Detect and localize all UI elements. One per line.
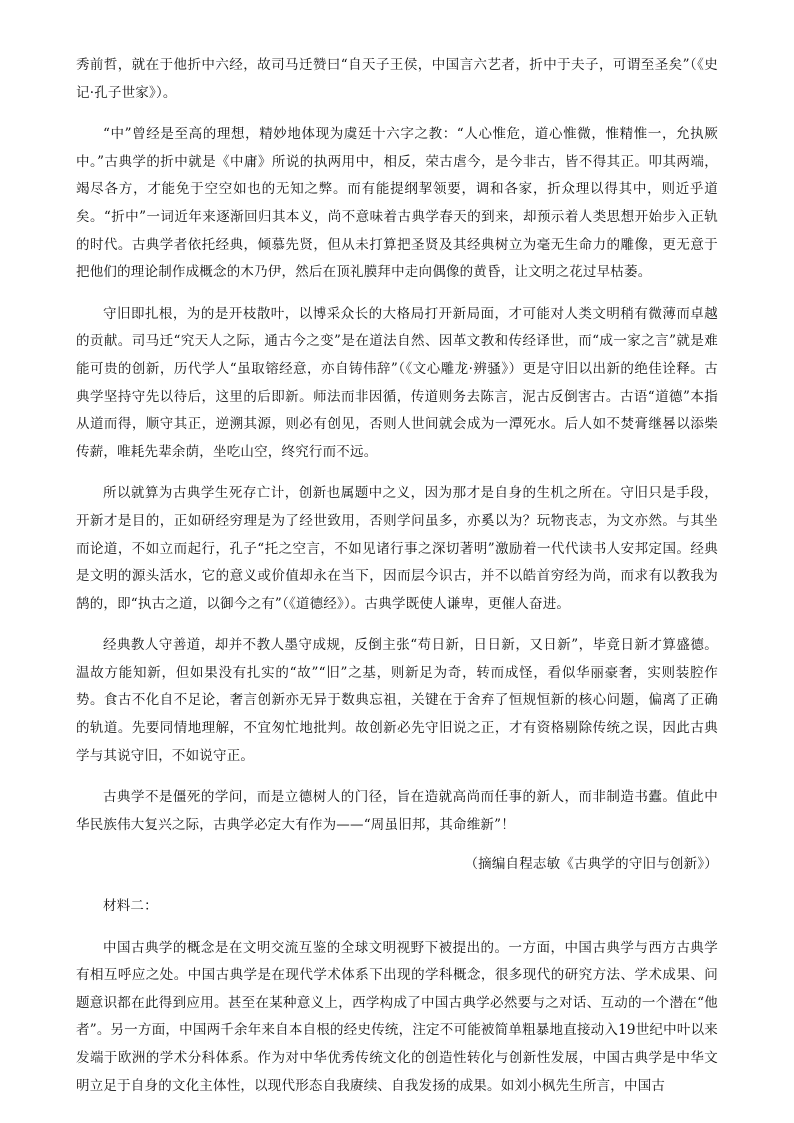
paragraph-innovation: 所以就算为古典学生死存亡计，创新也属题中之义，因为那才是自身的生机之所在。守旧只是手段，开新才是目的，正如研经穷理是为了经世致用，否则学问虽多，亦奚以为？玩物丧志，为文亦然。与其坐而论道，不如立而起行，孔子“托之空言，不如见诸行事之深切著明”激励着一代代读书人安邦定国。经典是文明的源头活水，它的意义或价值却永在当下，因而层今识古，并不以皓首穷经为尚，而求有以教我为鹄的，即“执古之道，以御今之有”（《道德经》）。古典学既使人谦卑，更催人奋进。 (76, 485, 718, 612)
section-paragraph: 中国古典学的概念是在文明交流互鉴的全球文明视野下被提出的。一方面，中国古典学与西方古典学有相互呼应之处。中国古典学是在现代学术体系下出现的学科概念，很多现代的研究方法、学术成果、问题意识都在此得到应用。甚至在某种意义上，西学构成了中国古典学必然要与之对话、互动的一个潜在“他者”。另一方面，中国两千余年来自本自根的经史传统，注定不可能被简单粗暴地直接动入19世纪中叶以来发端于欧洲的学术分科体系。作为对中华优秀传统文化的创造性转化与创新性发展，中国古典学是中华文明立足于自身的文化主体性，以现代形态自我赓续、自我发扬的成果。如刘小枫先生所言，中国古 (76, 939, 718, 1094)
section-label: 材料二： (103, 898, 158, 915)
source-attribution: （摘编自程志敏《古典学的守旧与创新》） (464, 856, 718, 873)
paragraph-zhong-ideal: “中”曾经是至高的理想，精妙地体现为虞廷十六字之教：“人心惟危，道心惟微，惟精惟一，允执厥中。”古典学的折中就是《中庸》所说的执两用中，相反，荣古虐今，是今非古，皆不得其正。叩其两端，竭尽各方，才能免于空空如也的无知之弊。而有能提纲挈领要，调和各家，折众理以得其中，则近乎道矣。“折中”一词近年来逐渐回归其本义，尚不意味着古典学春天的到来，却预示着人类思想开始步入正轨的时代。古典学者依托经典，倾慕先贤，但从未打算把圣贤及其经典树立为毫无生命力的雕像，更无意于把他们的理论制作成概念的木乃伊，然后在顶礼膜拜中走向偶像的黄昏，让文明之花过早枯萎。 (76, 126, 718, 281)
paragraph-classics-teach: 经典教人守善道，却并不教人墨守成规，反倒主张“苟日新，日日新，又日新”，毕竟日新才算盛德。温故方能知新，但如果没有扎实的“故”“旧”之基，则新足为奇，转而成怪，看似华丽豪奢，实则装腔作势。食古不化自不足论，奢言创新亦无异于数典忘祖，关键在于舍弃了恒规恒新的核心问题，偏离了正确的轨道。先要同情地理解，不宜匆忙地批判。故创新必先守旧说之正，才有资格剔除传统之误，因此古典学与其说守旧，不如说守正。 (76, 637, 718, 764)
paragraph-continuation: 秀前哲，就在于他折中六经，故司马迁赞曰“自天子王侯，中国言六艺者，折中于夫子，可谓至圣矣”（《史记·孔子世家》）。 (76, 57, 718, 101)
paragraph-conclusion: 古典学不是僵死的学问，而是立德树人的门径，旨在造就高尚而任事的新人，而非制造书蠹。值此中华民族伟大复兴之际，古典学必定大有作为——“周虽旧邦，其命维新”！ (76, 789, 718, 833)
document-page (76, 52, 718, 1114)
paragraph-rooting: 守旧即扎根，为的是开枝散叶，以博采众长的大格局打开新局面，才可能对人类文明稍有微薄而卓越的贡献。司马迁“究天人之际，通古今之变”是在道法自然、因革文教和传经译世，而“成一家之言”就是难能可贵的创新，历代学人“虽取镕经意，亦自铸伟辞”（《文心雕龙·辨骚》）更是守旧以出新的绝佳诠释。古典学坚持守先以待后，这里的后即新。师法而非因循，传道则务去陈言，泥古反倒害古。古语“道德”本指从道而得，顺守其正，逆溯其源，则必有创见，否则人世间就会成为一潭死水。后人如不焚膏继晷以添柴传薪，唯耗先辈余荫，坐吃山空，终究行而不远。 (76, 305, 718, 460)
